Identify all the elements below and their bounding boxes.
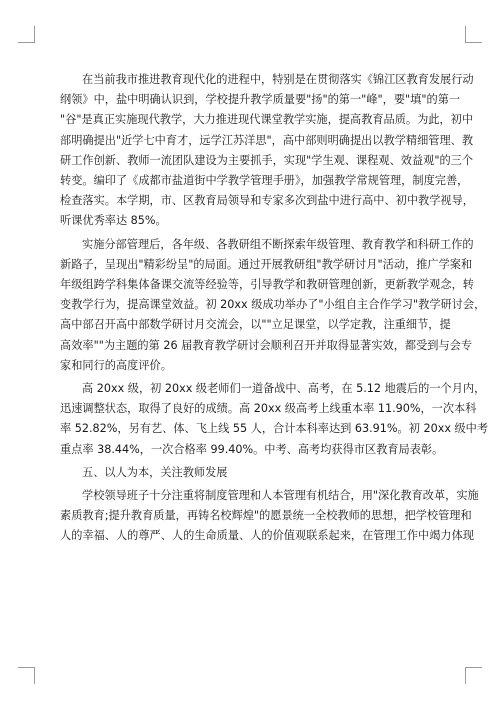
crop-mark-top-left-h [18, 42, 34, 43]
text-line: 检查落实。本学期，市、区教育局领导和专家多次到盐中进行高中、初中教学视导， [60, 194, 474, 208]
crop-mark-top-right-h [466, 42, 482, 43]
text-line: 实施分部管理后，各年级、各教研组不断探索年级管理、教育教学和科研工作的 [82, 237, 474, 251]
paragraph-teaching-modernization [60, 70, 474, 232]
section-heading: 五、以人为本，关注教师发展 [82, 465, 228, 479]
text-line: 年级组跨学科集体备课交流等经验等，引导教学和教研管理创新，更新教学观念，转 [60, 278, 474, 292]
paragraph-divisional-management [60, 235, 486, 376]
crop-mark-bottom-left-h [18, 667, 34, 668]
text-line: 变教学行为，提高课堂效益。初 20xx 级成功举办了"小组自主合作学习"教学研讨会， [60, 298, 486, 312]
text-line: 素质教育;提升教育质量，再铸名校辉煌"的愿景统一全校教师的思想，把学校管理和 [60, 509, 472, 523]
text-line: 新路子，呈现出"精彩纷呈"的局面。通过开展教研组"教学研讨月"活动，推广学案和 [60, 257, 473, 271]
text-line: 人的幸福、人的尊严、人的生命质量、人的价值观联系起来，在管理工作中竭力体现 [60, 529, 474, 543]
crop-mark-bottom-right-v [465, 667, 466, 684]
text-line: 研工作创新、教师一流团队建设为主要抓手，实现"学生观、课程观、效益观"的三个 [60, 153, 474, 167]
text-line: 率 52.82%，另有艺、体、飞上线 55 人，合计本科率达到 63.91%。初 20xx 级中考 [60, 422, 489, 436]
text-line: 部明确提出"近学七中育才，远学江苏洋思"，高中部则明确提出以教学精细管理、教 [60, 133, 474, 147]
crop-mark-top-right-v [465, 26, 466, 43]
text-line: 高 20xx 级，初 20xx 级老师们一道备战中、高考，在 5.12 地震后的一个月内， [82, 382, 486, 396]
paragraph-teacher-development [60, 486, 479, 547]
document-body [60, 70, 489, 550]
text-line: 迅速调整状态，取得了良好的成绩。高 20xx 级高考上线重本率 11.90%，一次本科 [60, 402, 477, 416]
text-line: 重点率 38.44%，一次合格率 99.40%。中考、高考均获得市区教育局表彰。 [60, 442, 444, 456]
text-line: 听课优秀率达 85%。 [60, 214, 167, 228]
text-line: "谷"是真正实施现代教学，大力推进现代课堂教学实施，提高教育品质。为此，初中 [60, 113, 474, 127]
text-line: 在当前我市推进教育现代化的进程中，特别是在贯彻落实《锦江区教育发展行动 [82, 73, 474, 86]
text-line: 高效率""为主题的第 26 届教育教学研讨会顺利召开并取得显著实效，都受到与会专 [60, 338, 473, 352]
crop-mark-top-left-v [34, 26, 35, 43]
text-line: 家和同行的高度评价。 [60, 358, 172, 372]
text-line: 高中部召开高中部数学研讨月交流会，以""立足课堂，以学定教，注重细节，提 [60, 318, 451, 332]
text-line: 纲领》中，盐中明确认识到，学校提升教学质量要"扬"的第一"峰"，要"填"的第一 [60, 93, 461, 107]
crop-mark-bottom-left-v [34, 667, 35, 684]
crop-mark-bottom-right-h [466, 667, 482, 668]
paragraph-exam-results [60, 379, 489, 460]
text-line: 学校领导班子十分注重将制度管理和人本管理有机结合，用"深化教育改革，实施 [82, 489, 479, 503]
text-line: 转变。编印了《成都市盐道街中学教学管理手册》，加强教学常规管理，制度完善， [60, 174, 469, 188]
